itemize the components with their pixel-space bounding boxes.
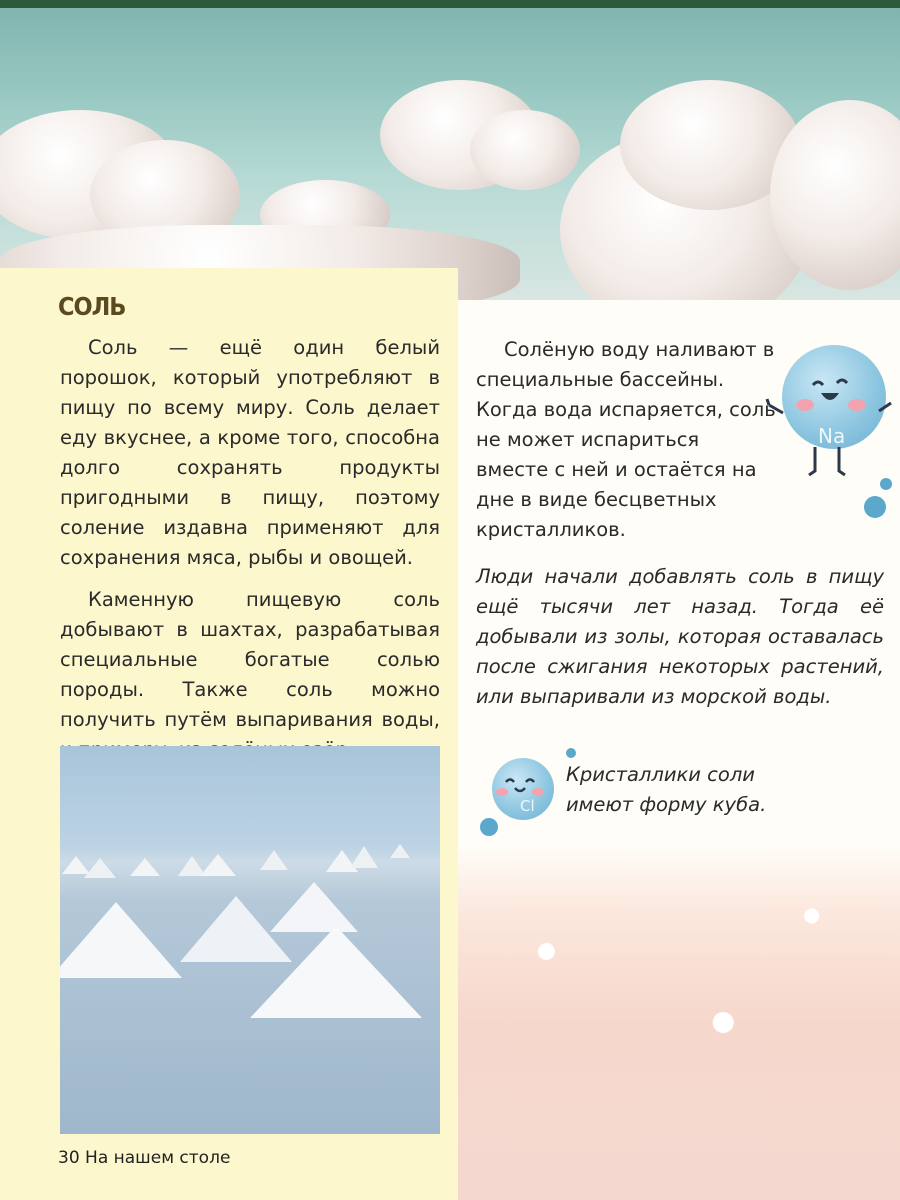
paragraph: Соль — ещё один белый порошок, который употребляют в пищу по всему миру. Соль делает еду вкуснее, а кроме того, способна долго сохранять продукты пригодными в пищу, поэтому соление издавна применяют для сохранения мяса, рыбы и овощей. <box>60 336 440 569</box>
salt-pile <box>60 902 182 978</box>
salt-pile <box>260 850 288 870</box>
sodium-mascot-face <box>765 335 895 485</box>
salt-pile <box>390 844 410 858</box>
salt-crust <box>470 110 580 190</box>
left-text-block <box>60 333 440 777</box>
salt-pile <box>130 858 160 876</box>
bubble-dot <box>480 818 498 836</box>
salt-pile <box>250 926 422 1018</box>
paragraph: Солёную воду наливают в специальные бассейны. Когда вода испаряется, соль не может испариться вместе с ней и остаётся на дне в виде бесцветных кристалликов. <box>476 338 776 541</box>
salt-formations-photo <box>0 0 900 300</box>
salt-piles-photo <box>60 746 440 1134</box>
salt-pile <box>84 858 116 878</box>
paragraph: Каменную пищевую соль добывают в шахтах, разрабатывая специальные богатые солью породы. Также соль можно получить путём выпаривания воды, <box>60 588 440 731</box>
salt-pile <box>200 854 236 876</box>
page-footer <box>58 1148 230 1168</box>
sodium-label: Na <box>818 424 846 448</box>
bubble-dot <box>880 478 892 490</box>
italic-note: Кристаллики соли имеют форму куба. <box>566 763 767 816</box>
photo-top-edge <box>0 0 900 8</box>
bubble-dot <box>864 496 886 518</box>
salt-pile <box>350 846 378 868</box>
italic-fact: Люди начали добавлять соль в пищу ещё тысячи лет назад. Тогда её добывали из золы, которая оставалась после сжигания некоторых растений, или выпаривали из морской воды. <box>476 565 884 708</box>
right-text-block <box>476 335 776 545</box>
salt-crystals-photo <box>458 845 900 1200</box>
salt-pile <box>270 882 358 932</box>
bubble-dot <box>566 748 576 758</box>
page-number: 30 <box>58 1148 80 1168</box>
section-heading: СОЛЬ <box>58 292 126 321</box>
chlorine-label: Cl <box>520 797 535 815</box>
section-title: На нашем столе <box>85 1148 231 1168</box>
